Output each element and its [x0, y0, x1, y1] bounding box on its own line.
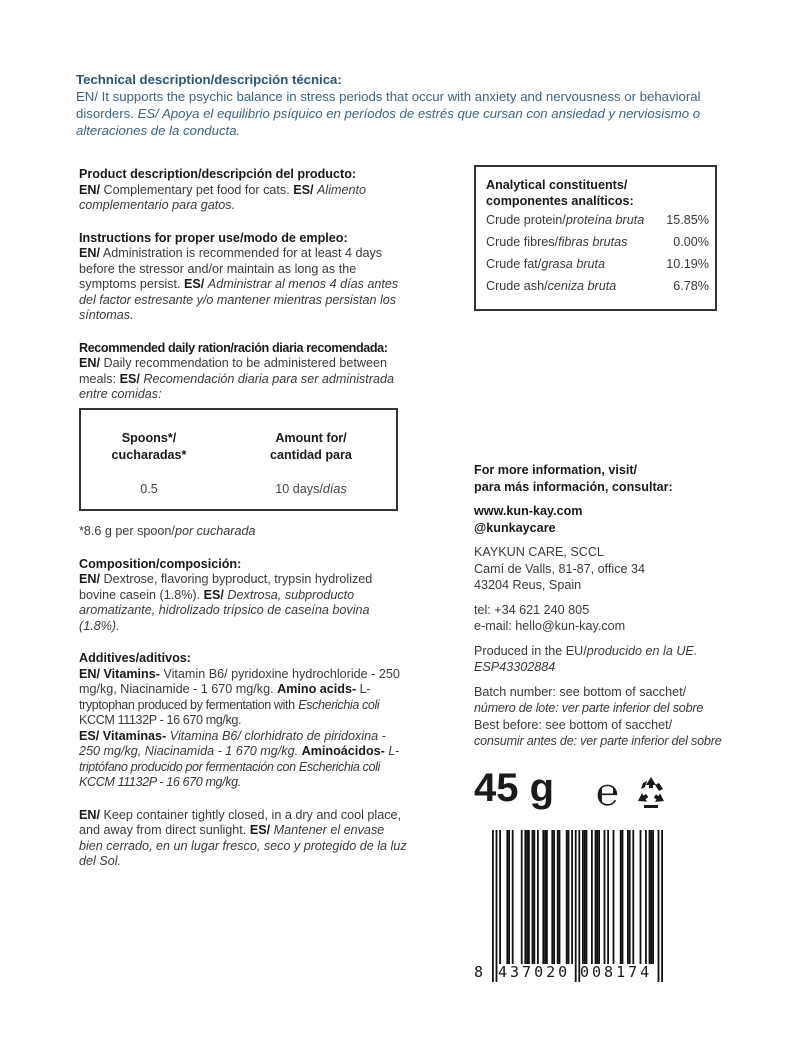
barcode-bar: [645, 830, 647, 964]
address-line2: 43204 Reus, Spain: [474, 578, 582, 592]
spoons-header-line2: cucharadas*: [111, 448, 187, 462]
dose-table: [79, 408, 398, 511]
barcode-bar: [542, 830, 544, 964]
product-heading: Product description/descripción del producto:: [79, 167, 357, 181]
en-vitamins: Vitamin B6/ pyridoxine hydrochloride - 250 mg/kg, Niacinamide - 1 670 mg/kg.: [79, 666, 400, 696]
ration-en: Daily recommendation to be administered between meals:: [79, 356, 388, 386]
ration-es: Recomendación diaria para ser administrada entre comidas:: [79, 371, 395, 401]
best-before-es: consumir antes de: ver parte inferior del sobre: [474, 734, 722, 748]
es-tag: ES/: [119, 371, 140, 386]
ration-heading: Recommended daily ration/ración diaria recomendada:: [79, 340, 388, 355]
product-es: Alimento complementario para gatos.: [79, 182, 367, 212]
constituent-es: ceniza bruta: [547, 279, 617, 293]
analytical-constituents-table: [474, 165, 717, 311]
barcode-bar: [553, 830, 555, 964]
barcode-bar: [521, 830, 523, 964]
en-vitamins-tag: EN/ Vitamins-: [79, 666, 160, 681]
technical-es: ES/ Apoya el equilibrio psíquico en períodos de estrés que cursan con ansiedad y nerviosismo o alteraciones de la conducta.: [76, 106, 701, 138]
spoons-header: [89, 430, 209, 464]
barcode-bar: [607, 830, 609, 964]
barcode-bar: [658, 830, 660, 982]
en-tag: EN/: [79, 356, 100, 370]
barcode-bar: [620, 830, 622, 964]
storage-es: Mantener el envase bien cerrado, en un lugar fresco, seco y protegido de la luz del Sol.: [79, 823, 407, 868]
additives: [79, 651, 409, 791]
produced-in: [474, 643, 774, 660]
es-tag: ES/: [203, 587, 224, 602]
spoon-note-en: *8.6 g per spoon/: [79, 524, 175, 538]
barcode-bar: [544, 830, 546, 964]
social-handle[interactable]: @kunkaycare: [474, 520, 556, 535]
composition-en: Dextrose, flavoring byproduct, trypsin hydrolized bovine casein (1.8%).: [79, 572, 373, 602]
left-column-lower: [79, 524, 409, 887]
barcode-bar: [627, 830, 629, 964]
analytical-row: [486, 256, 709, 273]
barcode-bar: [650, 830, 652, 964]
constituent-en: Crude protein/: [486, 213, 566, 227]
en-tag: EN/: [79, 807, 100, 822]
instructions-es: Administrar al menos 4 días antes del factor estresante y/o mantener mientras persistan los síntomas.: [79, 277, 399, 322]
es-tag: ES/: [249, 823, 271, 837]
barcode-bar: [591, 830, 593, 964]
composition: [79, 557, 409, 635]
additives-heading: Additives/aditivos:: [79, 651, 191, 665]
left-column-upper: [79, 167, 404, 420]
recycle-icon: [634, 775, 668, 809]
es-amino-tag: Aminoácidos-: [301, 744, 385, 758]
storage: [79, 808, 409, 870]
daily-ration: [79, 341, 404, 403]
barcode-bar: [526, 830, 528, 964]
barcode-bar: [596, 830, 598, 964]
constituent-es: fibras brutas: [558, 235, 628, 249]
barcode-bar: [559, 830, 561, 964]
analytical-title-line2: componentes analíticos:: [486, 194, 634, 208]
website-link[interactable]: www.kun-kay.com: [474, 504, 583, 518]
barcode-bar: [528, 830, 530, 964]
barcode-bar: [604, 830, 606, 964]
en-amino-tag: Amino acids-: [277, 682, 357, 696]
barcode-bar: [640, 830, 642, 964]
analytical-title: [486, 177, 706, 209]
barcode-bar: [629, 830, 631, 964]
technical-heading: Technical description/descripción técnica:: [76, 72, 342, 87]
barcode-bar: [492, 830, 494, 982]
barcode-bar: [661, 830, 663, 982]
constituent-value: 10.19%: [666, 257, 709, 271]
barcode-bar: [546, 830, 548, 964]
analytical-row: [486, 278, 709, 295]
technical-description: [76, 71, 726, 139]
net-weight: 45 g: [474, 766, 555, 810]
barcode-bar: [524, 830, 526, 964]
amount-header-line1: Amount for/: [275, 431, 347, 445]
barcode-bar: [532, 830, 534, 964]
constituent-en: Crude fat/: [486, 257, 542, 271]
barcode-digits-left: 437020: [498, 963, 571, 981]
barcode-bar: [533, 830, 535, 964]
barcode-bar: [586, 830, 588, 964]
barcode: [474, 830, 668, 982]
barcode-bar: [508, 830, 510, 964]
barcode-bar: [557, 830, 559, 964]
product-en: Complementary pet food for cats.: [103, 182, 290, 197]
spoons-header-line1: Spoons*/: [121, 431, 177, 445]
constituent-value: 15.85%: [666, 213, 709, 227]
amount-header-line2: cantidad para: [270, 448, 352, 462]
barcode-bar: [551, 830, 553, 964]
address-line1: Camí de Valls, 81-87, office 34: [474, 561, 646, 576]
batch-es: número de lote: ver parte inferior del sobre: [474, 701, 704, 715]
es-amino: L-triptófano producido por fermentación con Escherichia coli KCCM 11132P - 16 670 mg/kg.: [79, 744, 399, 789]
company-name: KAYKUN CARE, SCCL: [474, 545, 604, 559]
email[interactable]: e-mail: hello@kun-kay.com: [474, 619, 626, 633]
composition-es: Dextrosa, subproducto aromatizante, hidrolizado trípsico de caseína bovina (1.8%).: [79, 587, 370, 633]
constituent-en: Crude fibres/: [486, 235, 559, 249]
spoon-note: [79, 524, 409, 540]
barcode-bar: [578, 830, 580, 982]
spoons-value: 0.5: [140, 482, 158, 496]
barcode-bar: [584, 830, 586, 964]
telephone[interactable]: tel: +34 621 240 805: [474, 602, 590, 617]
es-vitamins: Vitamina B6/ clorhidrato de piridoxina - 250 mg/kg, Niacinamida - 1 670 mg/kg.: [79, 728, 386, 758]
produced-en: Produced in the EU/: [474, 643, 587, 658]
amount-en: 10 days/: [275, 482, 323, 496]
technical-text: [76, 88, 726, 139]
barcode-bar: [537, 830, 539, 964]
batch-en: Batch number: see bottom of sacchet/: [474, 684, 687, 699]
barcode-bar: [575, 830, 577, 982]
analytical-row: [486, 234, 709, 251]
barcode-bar: [595, 830, 597, 964]
en-tag: EN/: [79, 246, 100, 260]
registration-number: ESP43302884: [474, 660, 556, 674]
en-tag: EN/: [79, 572, 100, 586]
constituent-value: 0.00%: [673, 235, 709, 249]
barcode-bar: [571, 830, 573, 964]
produced-es: producido en la UE.: [586, 643, 698, 658]
spoon-note-es: por cucharada: [174, 524, 256, 538]
barcode-bar: [568, 830, 570, 964]
technical-en: EN/ It supports the psychic balance in stress periods that occur with anxiety and nervousness or behavioral disorders.: [76, 89, 701, 121]
barcode-bar: [632, 830, 634, 964]
barcode-bar: [512, 830, 514, 964]
amount-header: [241, 430, 381, 464]
product-description: [79, 167, 404, 214]
analytical-title-line1: Analytical constituents/: [486, 178, 628, 192]
instructions-en: Administration is recommended for at least 4 days before the stressor and/or maintain as long as the symptoms persist.: [79, 246, 383, 291]
barcode-bar: [566, 830, 568, 964]
more-info-line2: para más información, consultar:: [474, 479, 673, 494]
es-tag: ES/: [293, 182, 314, 197]
barcode-bar: [506, 830, 508, 964]
analytical-row: [486, 212, 709, 229]
es-tag: ES/: [183, 277, 205, 291]
contact-info: [474, 462, 774, 750]
instructions: [79, 231, 404, 324]
instructions-heading: Instructions for proper use/modo de empleo:: [79, 230, 348, 245]
more-info-line1: For more information, visit/: [474, 463, 638, 477]
en-amino-strain: KCCM 11132P - 16 670 mg/kg.: [79, 713, 242, 727]
constituent-en: Crude ash/: [486, 279, 548, 293]
barcode-bar: [598, 830, 600, 964]
barcode-bar: [499, 830, 501, 964]
constituent-es: proteína bruta: [565, 213, 645, 227]
constituent-es: grasa bruta: [541, 257, 606, 271]
barcode-bar: [622, 830, 624, 964]
amount-value: [241, 481, 381, 498]
composition-heading: Composition/composición:: [79, 556, 242, 571]
barcode-digits-right: 008174: [580, 963, 653, 981]
en-tag: EN/: [79, 182, 100, 197]
amount-es: días: [322, 482, 347, 496]
constituent-value: 6.78%: [673, 279, 709, 293]
estimated-sign-icon: ℮: [596, 770, 619, 814]
barcode-bar: [582, 830, 584, 964]
storage-en: Keep container tightly closed, in a dry and cool place, and away from direct sunlight.: [79, 807, 402, 837]
barcode-bar: [496, 830, 498, 982]
barcode-bar: [613, 830, 615, 964]
barcode-digit-first: 8: [474, 963, 484, 981]
best-before-en: Best before: see bottom of sacchet/: [474, 717, 673, 732]
en-amino-organism: Escherichia coli: [298, 697, 380, 712]
barcode-bar: [652, 830, 654, 964]
barcode-bar: [649, 830, 651, 964]
es-vitamins-tag: ES/ Vitaminas-: [79, 728, 167, 743]
en-amino: L-tryptophan produced by fermentation with: [79, 682, 371, 712]
